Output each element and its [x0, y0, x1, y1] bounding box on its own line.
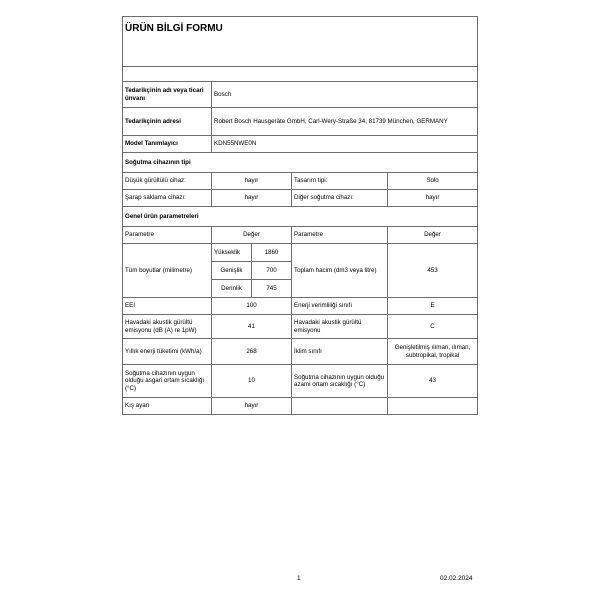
dimensions-label: Tüm boyutlar (milimetre) — [123, 244, 212, 298]
value-header-right: Değer — [388, 227, 478, 244]
dimensions-cell — [212, 244, 292, 298]
noise-emission-label: Havadaki akustik gürültü emisyonu (dB (A) re 1pW) — [123, 315, 212, 339]
width-label: Genişlik — [212, 262, 252, 280]
param-header-right: Parametre — [292, 227, 388, 244]
form-title: ÜRÜN BİLGİ FORMU — [123, 17, 478, 67]
supplier-address-value: Robert Bosch Hausgeräte GmbH, Carl-Wery-Straße 34, 81739 München, GERMANY — [212, 108, 478, 136]
product-info-sheet — [122, 16, 477, 415]
max-ambient-temp-value: 43 — [388, 365, 478, 398]
min-ambient-temp-value: 10 — [212, 365, 292, 398]
empty-cell — [292, 398, 388, 415]
depth-value: 745 — [252, 280, 292, 298]
supplier-address-label: Tedarikçinin adresi — [123, 108, 212, 136]
energy-class-value: E — [388, 298, 478, 315]
total-volume-value: 453 — [388, 244, 478, 298]
width-value: 700 — [252, 262, 292, 280]
winter-setting-label: Kış ayarı — [123, 398, 212, 415]
page-number: 1 — [297, 575, 301, 582]
dimensions-table — [212, 244, 291, 297]
energy-class-label: Enerji verimliliği sınıfı — [292, 298, 388, 315]
low-noise-value: hayır — [212, 173, 292, 190]
winter-setting-value: hayır — [212, 398, 292, 415]
noise-emission-value: 41 — [212, 315, 292, 339]
max-ambient-temp-label: Soğutma cihazının uygun olduğu azami ortam sıcaklığı (°C) — [292, 365, 388, 398]
depth-label: Derinlik — [212, 280, 252, 298]
height-value: 1860 — [252, 244, 292, 262]
product-info-table — [122, 16, 478, 415]
annual-energy-label: Yıllık enerji tüketimi (kWh/a) — [123, 339, 212, 365]
empty-cell — [388, 398, 478, 415]
height-label: Yükseklik — [212, 244, 252, 262]
design-type-label: Tasarım tipi: — [292, 173, 388, 190]
general-params-heading: Genel ürün parametreleri — [123, 207, 478, 227]
spacer-row — [123, 67, 478, 82]
min-ambient-temp-label: Soğutma cihazının uygun olduğu asgari ortam sıcaklığı (°C) — [123, 365, 212, 398]
total-volume-label: Toplam hacim (dm3 veya litre) — [292, 244, 388, 298]
design-type-value: Solo — [388, 173, 478, 190]
cooling-type-heading: Soğutma cihazının tipi — [123, 153, 478, 173]
supplier-name-value: Bosch — [212, 82, 478, 108]
model-label: Model Tanımlayıcı — [123, 136, 212, 153]
climate-class-value: Genişletilmiş ılıman, ılıman, subtropikal, tropikal — [388, 339, 478, 365]
param-header-left: Parametre — [123, 227, 212, 244]
low-noise-label: Düşük gürültülü cihaz: — [123, 173, 212, 190]
other-appliance-value: hayır — [388, 190, 478, 207]
value-header-left: Değer — [212, 227, 292, 244]
wine-storage-label: Şarap saklama cihazı: — [123, 190, 212, 207]
annual-energy-value: 268 — [212, 339, 292, 365]
noise-class-value: C — [388, 315, 478, 339]
noise-class-label: Havadaki akustik gürültü emisyonu — [292, 315, 388, 339]
wine-storage-value: hayır — [212, 190, 292, 207]
eei-label: EEI — [123, 298, 212, 315]
model-value: KDN55NWE0N — [212, 136, 478, 153]
other-appliance-label: Diğer soğutma cihazı: — [292, 190, 388, 207]
climate-class-label: İklim sınıfı — [292, 339, 388, 365]
footer-date: 02.02.2024 — [440, 575, 473, 582]
supplier-name-label: Tedarikçinin adı veya ticari ünvanı — [123, 82, 212, 108]
eei-value: 100 — [212, 298, 292, 315]
